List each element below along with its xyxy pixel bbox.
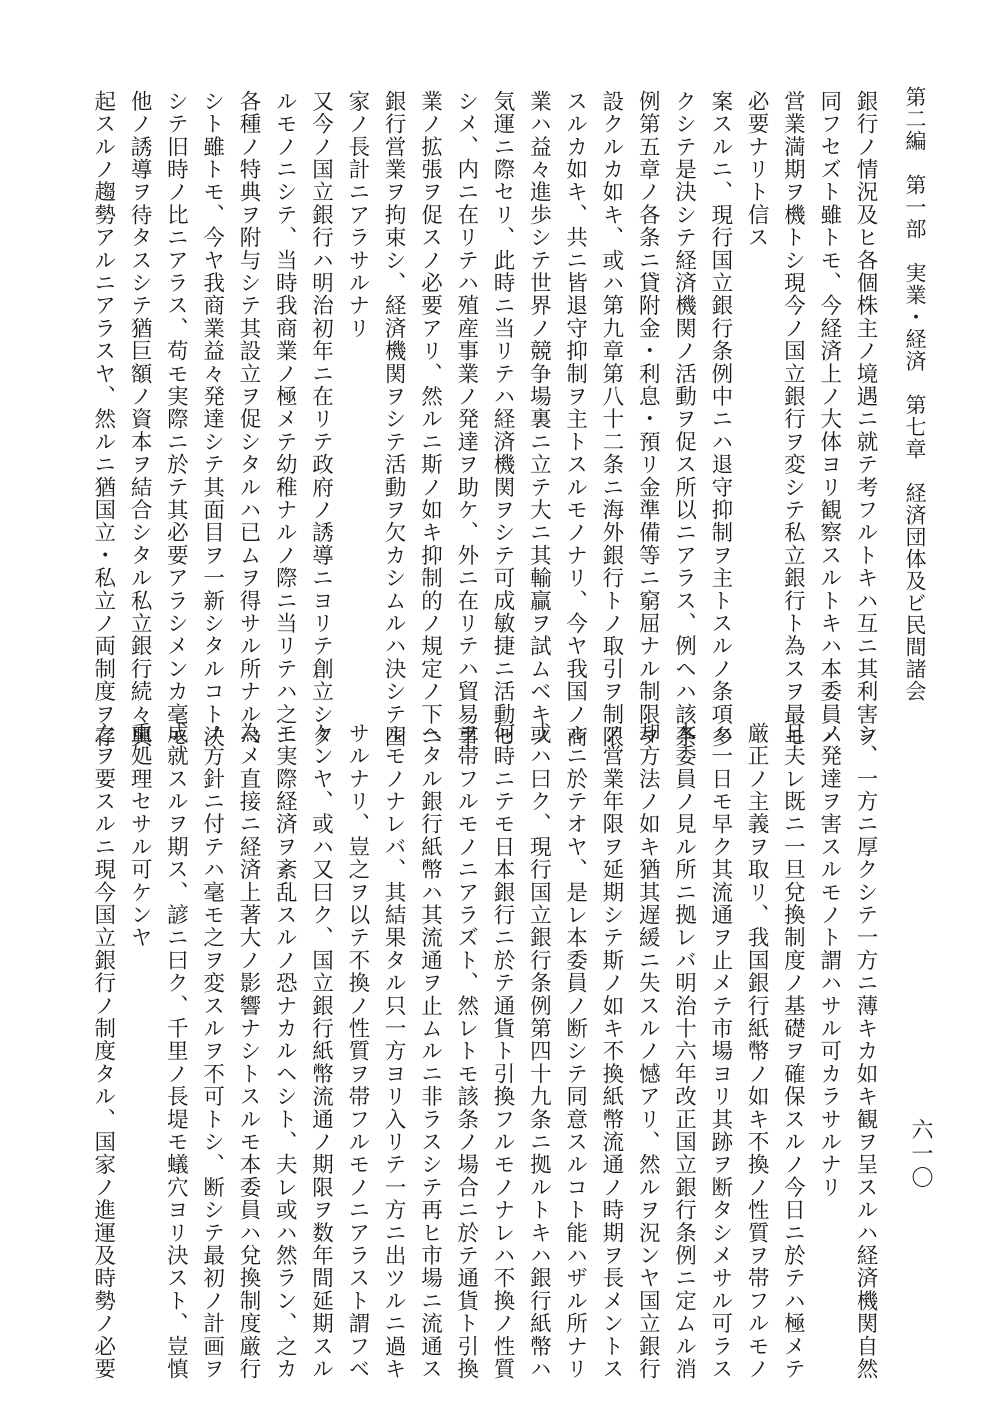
- text-line: スルカ如キ、共ニ皆退守抑制ヲ主トスルモノナリ、今ヤ我国ノ商: [562, 90, 588, 749]
- text-line: ノ方針ニ付テハ毫モ之ヲ変スルヲ不可トシ、断シテ最初ノ計画ヲ: [199, 722, 225, 1381]
- text-line: ノ営業年限ヲ延期シテ斯ノ如キ不換紙幣流通ノ時期ヲ長メントス: [598, 722, 624, 1381]
- text-line: 営業満期ヲ機トシ現今ノ国立銀行ヲ変シテ私立銀行ト為スヲ最モ: [780, 90, 806, 749]
- text-line: 同フセズト雖トモ、今経済上ノ大体ヨリ観察スルトキハ本委員ハ: [816, 90, 842, 749]
- page-number: 六一〇: [908, 1118, 933, 1190]
- text-line: クシテ是決シテ経済機関ノ活動ヲ促ス所以ニアラス、例ヘハ該条: [671, 90, 697, 749]
- text-line: 又今ノ国立銀行ハ明治初年ニ在リテ政府ノ誘導ニヨリテ創立シタ: [308, 90, 334, 749]
- text-line: シ、一方ニ厚クシテ一方ニ薄キカ如キ観ヲ呈スルハ経済機関自然: [853, 722, 878, 1381]
- text-line: 本委員ノ見ル所ニ拠レバ明治十六年改正国立銀行条例ニ定ムル消: [671, 722, 697, 1381]
- text-line: 成就スルヲ期ス、諺ニ曰ク、千里ノ長堤モ蟻穴ヨリ決スト、豈慎: [163, 722, 189, 1381]
- text-line: 重処理セサル可ケンヤ: [127, 722, 153, 949]
- text-line: 各種ノ特典ヲ附与シテ其設立ヲ促シタルハ已ムヲ得サル所ナルベ: [235, 90, 261, 749]
- text-line: 他ノ誘導ヲ待タスシテ猶巨額ノ資本ヲ結合シタル私立銀行続々興: [127, 90, 153, 749]
- text-line: 設クルカ如キ、或ハ第九章第八十二条ニ海外銀行トノ取引ヲ制限: [598, 90, 624, 749]
- text-line: ノ発達ヲ害スルモノト謂ハサル可カラサルナリ: [816, 722, 842, 1199]
- text-line: 例第五章ノ各条ニ貸附金・利息・預リ金準備等ニ窮屈ナル制限ヲ: [635, 90, 661, 749]
- running-head: 第二編 第一部 実業・経済 第七章 経済団体及ビ民間諸会: [903, 86, 927, 702]
- text-line: ヲ帯フルモノニアラズト、然レトモ該条ノ場合ニ於テ通貨ト引換: [453, 722, 479, 1381]
- text-line: 何時ニテモ日本銀行ニ於テ通貨ト引換フルモノナレハ不換ノ性質: [490, 722, 516, 1381]
- text-line: 業ハ益々進歩シテ世界ノ競争場裏ニ立テ大ニ其輸贏ヲ試ムベキノ: [526, 90, 552, 749]
- text-line: 銀行営業ヲ拘束シ、経済機関ヲシテ活動ヲ欠カシムルハ決シテ国: [381, 90, 407, 749]
- text-line: 且夫レ既ニ一旦兌換制度ノ基礎ヲ確保スルノ今日ニ於テハ極メテ: [780, 722, 806, 1381]
- text-line: ルモノナレバ、其結果タル只一方ヨリ入リテ一方ニ出ツルニ過キ: [381, 722, 407, 1381]
- text-line: 業ノ拡張ヲ促スノ必要アリ、然ルニ斯ノ如キ抑制的ノ規定ノ下ニ: [417, 90, 443, 749]
- text-line: 必要ナリト信ス: [744, 90, 770, 249]
- text-line: 起スルノ趨勢アルニアラスヤ、然ルニ猶国立・私立ノ両制度ヲ存: [90, 90, 116, 749]
- upper-text-block: [78, 90, 883, 749]
- lower-text-block: [78, 722, 883, 1381]
- text-line: 却方法ノ如キ猶其遅緩ニ失スルノ憾アリ、然ルヲ況ンヤ国立銀行: [635, 722, 661, 1381]
- text-line: 為メ直接ニ経済上著大ノ影響ナシトスルモ本委員ハ兌換制度厳行: [235, 722, 261, 1381]
- text-line: ルモノニシテ、当時我商業ノ極メテ幼稚ナルノ際ニ当リテハ之ニ: [272, 90, 298, 749]
- text-line: ヘタル銀行紙幣ハ其流通ヲ止ムルニ非ラスシテ再ヒ市場ニ流通ス: [417, 722, 443, 1381]
- text-line: ルニ於テオヤ、是レ本委員ノ断シテ同意スルコト能ハザル所ナリ: [562, 722, 588, 1381]
- text-line: 之ヲ要スルニ現今国立銀行ノ制度タル、国家ノ進運及時勢ノ必要: [90, 722, 116, 1381]
- text-line: 気運ニ際セリ、此時ニ当リテハ経済機関ヲシテ可成敏捷ニ活動セ: [490, 90, 516, 749]
- text-line: 家ノ長計ニアラサルナリ: [344, 90, 370, 340]
- text-line: 案スルニ、現行国立銀行条例中ニハ退守抑制ヲ主トスルノ条項多: [707, 90, 733, 749]
- text-line: 厳正ノ主義ヲ取リ、我国銀行紙幣ノ如キ不換ノ性質ヲ帯フルモノ: [744, 722, 770, 1381]
- text-line: シト雖トモ、今ヤ我商業益々発達シテ其面目ヲ一新シタルコト決: [199, 90, 225, 749]
- text-line: モ実際経済ヲ紊乱スルノ恐ナカルヘシト、夫レ或ハ然ラン、之カ: [272, 722, 298, 1381]
- text-line: シメ、内ニ在リテハ殖産事業ノ発達ヲ助ケ、外ニ在リテハ貿易事: [453, 90, 479, 749]
- text-line: サルナリ、豈之ヲ以テ不換ノ性質ヲ帯フルモノニアラスト謂フベ: [344, 722, 370, 1381]
- text-line: ハ一日モ早ク其流通ヲ止メテ市場ヨリ其跡ヲ断タシメサル可ラス: [707, 722, 733, 1381]
- text-line: シテ旧時ノ比ニアラス、苟モ実際ニ於テ其必要アラシメンカ毫モ: [163, 90, 189, 749]
- text-line: ケンヤ、或ハ又曰ク、国立銀行紙幣流通ノ期限ヲ数年間延期スル: [308, 722, 334, 1381]
- text-line: 銀行ノ情況及ヒ各個株主ノ境遇ニ就テ考フルトキハ互ニ其利害ヲ: [853, 90, 878, 749]
- text-line: 或ハ曰ク、現行国立銀行条例第四十九条ニ拠ルトキハ銀行紙幣ハ: [526, 722, 552, 1381]
